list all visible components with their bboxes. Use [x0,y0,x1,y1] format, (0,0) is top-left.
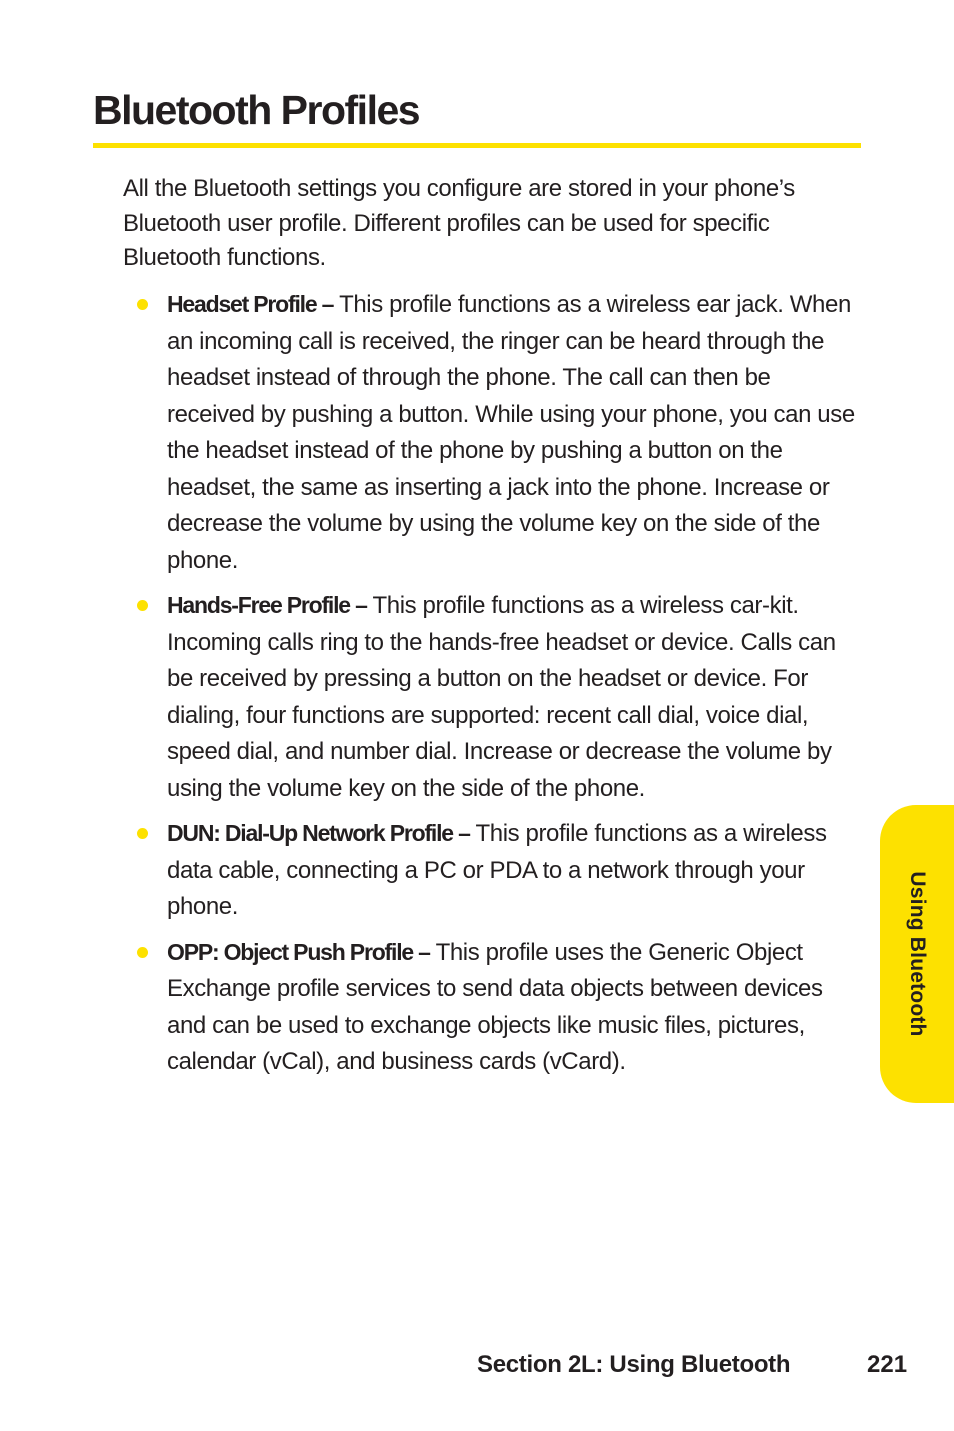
profile-term: DUN: Dial-Up Network Profile – [167,820,470,846]
profile-description: This profile functions as a wireless ear jack. When an incoming call is received, the ringer can be heard through the headset instead of through the phone. The call can then be received by pushing a button. While using your phone, you can use the headset instead of the phone by pushing a button on the headset, the same as inserting a jack into the phone. Increase or decrease the volume by using the volume key on the side of the phone. [167,291,855,574]
bullet-icon [137,299,148,310]
side-tab-label: Using Bluetooth [906,871,929,1037]
profile-term: Headset Profile – [167,291,334,317]
bullet-icon [137,828,148,839]
profile-list [123,286,863,1089]
profile-term: OPP: Object Push Profile – [167,938,430,965]
intro-paragraph: All the Bluetooth settings you configure are stored in your phone’s Bluetooth user profile. Different profiles can be used for specific Bluetooth functions. [123,175,795,271]
footer-page-number: 221 [867,1351,908,1378]
list-item-opp-profile [123,934,863,1081]
profile-description: This profile functions as a wireless car-kit. Incoming calls ring to the hands-free headset or device. Calls can be received by pressing a button on the headset or device. For dialing, four functions are supported: recent call dial, voice dial, speed dial, and number dial. Increase or decrease the volume by using the volume key on the side of the phone. [167,592,836,802]
list-item-hands-free-profile [123,587,863,807]
title-divider [93,143,861,148]
footer-section-title: Section 2L: Using Bluetooth [477,1351,791,1378]
section-side-tab [880,805,954,1103]
profile-term: Hands-Free Profile – [167,592,367,618]
page-title: Bluetooth Profiles [93,87,420,133]
bullet-icon [137,600,148,611]
profile-description: This profile functions as a wireless data cable, connecting a PC or PDA to a network through your phone. [167,820,827,920]
profile-description: This profile uses the Generic Object Exchange profile services to send data objects between devices and can be used to exchange objects like music files, pictures, calendar (vCal), and business cards (vCard). [167,938,823,1075]
bullet-icon [137,947,148,958]
list-item-headset-profile [123,286,863,579]
list-item-dun-profile [123,815,863,926]
